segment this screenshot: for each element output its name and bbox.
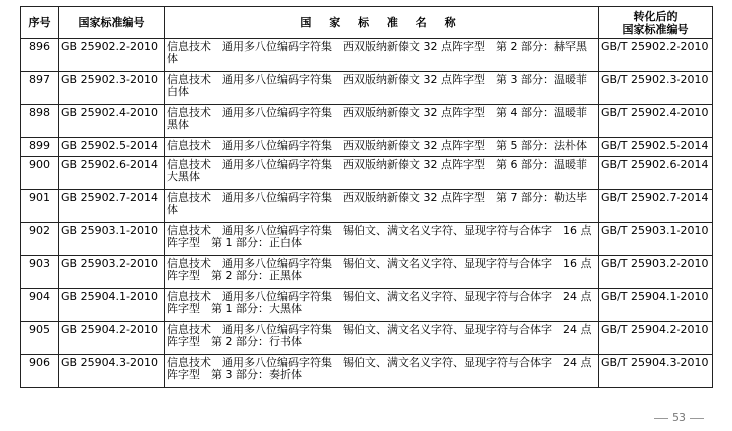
row-code: GB 25902.2-2010	[59, 39, 165, 72]
row-name-text: 信息技术 通用多八位编码字符集 西双版纳新傣文 32 点阵字型 第 6 部分：温暖菲大黑体	[167, 158, 587, 183]
row-no: 902	[21, 223, 59, 256]
header-new-code-line2: 国家标准编号	[622, 22, 689, 36]
row-no: 901	[21, 190, 59, 223]
row-no: 899	[21, 138, 59, 157]
row-code: GB 25902.3-2010	[59, 72, 165, 105]
row-name	[165, 157, 599, 190]
row-no: 904	[21, 289, 59, 322]
row-new-code: GB/T 25904.2-2010	[599, 322, 713, 355]
row-no: 896	[21, 39, 59, 72]
row-name	[165, 105, 599, 138]
row-new-code: GB/T 25904.1-2010	[599, 289, 713, 322]
row-name-text: 信息技术 通用多八位编码字符集 锡伯文、满文名义字符、显现字符与合体字 24 点阵字型 第 1 部分：大黑体	[167, 290, 592, 315]
page-number: 53	[672, 411, 686, 424]
row-new-code: GB/T 25903.2-2010	[599, 256, 713, 289]
row-no: 905	[21, 322, 59, 355]
row-code: GB 25904.1-2010	[59, 289, 165, 322]
row-name-text: 信息技术 通用多八位编码字符集 锡伯文、满文名义字符、显现字符与合体字 24 点阵字型 第 2 部分：行书体	[167, 323, 592, 348]
row-name	[165, 322, 599, 355]
footer-dash-left	[654, 418, 668, 419]
table-header-row	[21, 7, 713, 39]
row-name	[165, 223, 599, 256]
table-row	[21, 138, 713, 157]
page-footer	[650, 411, 708, 424]
row-no: 897	[21, 72, 59, 105]
row-code: GB 25903.1-2010	[59, 223, 165, 256]
row-new-code: GB/T 25902.7-2014	[599, 190, 713, 223]
table-row	[21, 157, 713, 190]
row-name-text: 信息技术 通用多八位编码字符集 锡伯文、满文名义字符、显现字符与合体字 16 点阵字型 第 1 部分：正白体	[167, 224, 592, 249]
table-row	[21, 322, 713, 355]
footer-dash-right	[690, 418, 704, 419]
row-new-code: GB/T 25904.3-2010	[599, 355, 713, 388]
header-code: 国家标准编号	[59, 7, 165, 39]
row-name	[165, 138, 599, 157]
header-new-code	[599, 7, 713, 39]
header-name: 国 家 标 准 名 称	[165, 7, 599, 39]
row-name-text: 信息技术 通用多八位编码字符集 西双版纳新傣文 32 点阵字型 第 3 部分：温暖菲白体	[167, 73, 587, 98]
row-name-text: 信息技术 通用多八位编码字符集 锡伯文、满文名义字符、显现字符与合体字 16 点阵字型 第 2 部分：正黑体	[167, 257, 592, 282]
row-new-code: GB/T 25902.4-2010	[599, 105, 713, 138]
table-row	[21, 72, 713, 105]
row-code: GB 25903.2-2010	[59, 256, 165, 289]
table-row	[21, 256, 713, 289]
row-code: GB 25902.4-2010	[59, 105, 165, 138]
header-no: 序号	[21, 7, 59, 39]
table-row	[21, 223, 713, 256]
row-no: 898	[21, 105, 59, 138]
row-no: 906	[21, 355, 59, 388]
row-no: 900	[21, 157, 59, 190]
table-row	[21, 289, 713, 322]
row-name	[165, 256, 599, 289]
row-code: GB 25904.2-2010	[59, 322, 165, 355]
row-name	[165, 39, 599, 72]
row-code: GB 25902.5-2014	[59, 138, 165, 157]
row-name-text: 信息技术 通用多八位编码字符集 西双版纳新傣文 32 点阵字型 第 4 部分：温暖菲黑体	[167, 106, 587, 131]
standards-table	[20, 6, 713, 388]
row-new-code: GB/T 25903.1-2010	[599, 223, 713, 256]
row-new-code: GB/T 25902.3-2010	[599, 72, 713, 105]
row-name	[165, 72, 599, 105]
row-name	[165, 355, 599, 388]
table-row	[21, 190, 713, 223]
table-row	[21, 355, 713, 388]
row-name	[165, 289, 599, 322]
table-row	[21, 105, 713, 138]
row-code: GB 25904.3-2010	[59, 355, 165, 388]
row-no: 903	[21, 256, 59, 289]
row-name-text: 信息技术 通用多八位编码字符集 锡伯文、满文名义字符、显现字符与合体字 24 点阵字型 第 3 部分：奏折体	[167, 356, 592, 381]
row-name-text: 信息技术 通用多八位编码字符集 西双版纳新傣文 32 点阵字型 第 5 部分：法朴体	[167, 139, 587, 152]
row-new-code: GB/T 25902.6-2014	[599, 157, 713, 190]
row-name-text: 信息技术 通用多八位编码字符集 西双版纳新傣文 32 点阵字型 第 7 部分：勒达毕体	[167, 191, 587, 216]
row-new-code: GB/T 25902.2-2010	[599, 39, 713, 72]
table-row	[21, 39, 713, 72]
row-code: GB 25902.6-2014	[59, 157, 165, 190]
row-code: GB 25902.7-2014	[59, 190, 165, 223]
row-name-text: 信息技术 通用多八位编码字符集 西双版纳新傣文 32 点阵字型 第 2 部分：赫罕黑体	[167, 40, 587, 65]
row-name	[165, 190, 599, 223]
header-new-code-line1: 转化后的	[633, 9, 678, 23]
row-new-code: GB/T 25902.5-2014	[599, 138, 713, 157]
